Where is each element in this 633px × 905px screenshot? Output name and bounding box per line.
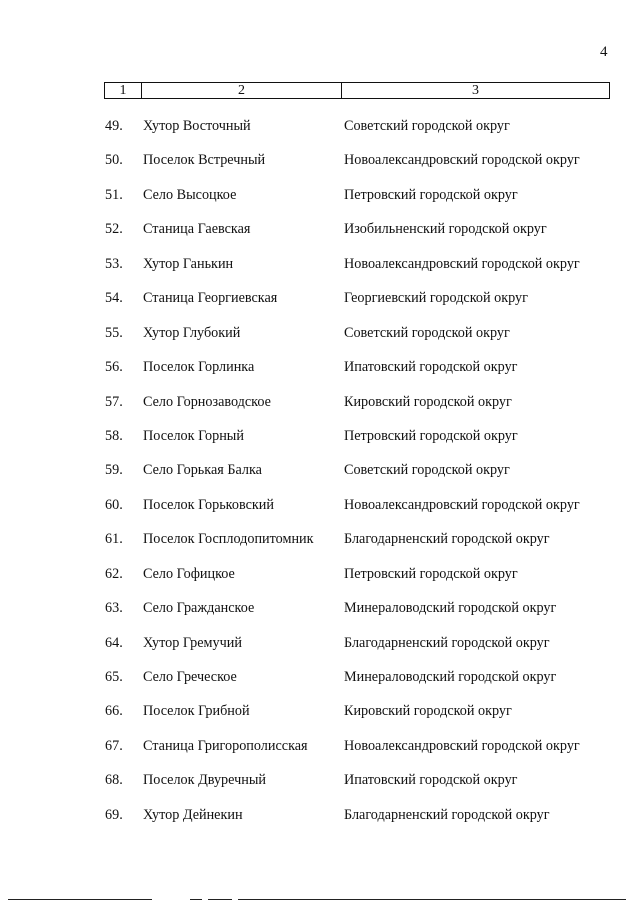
table-row (0, 426, 633, 460)
settlement-name: Село Гофицкое (143, 565, 235, 582)
settlement-name: Поселок Грибной (143, 703, 250, 720)
district-name: Кировский городской округ (344, 703, 512, 720)
table-row (0, 150, 633, 184)
district-name: Советский городской округ (344, 118, 510, 134)
settlement-name: Поселок Горлинка (143, 359, 255, 376)
settlement-list (0, 116, 633, 839)
table-row (0, 529, 633, 563)
settlement-name: Станица Григорополисская (143, 737, 308, 754)
row-number: 69. (105, 806, 123, 823)
settlement-name: Поселок Встречный (143, 152, 266, 169)
district-name: Петровский городской округ (344, 186, 518, 203)
table-row (0, 805, 633, 839)
district-name: Новоалександровский городской округ (344, 737, 580, 754)
settlement-name: Поселок Двуречный (143, 772, 266, 789)
district-name: Кировский городской округ (344, 393, 512, 410)
table-row (0, 288, 633, 322)
page-number: 4 (600, 44, 608, 60)
table-row (0, 323, 633, 357)
table-row (0, 460, 633, 494)
row-number: 61. (105, 531, 123, 548)
footer-rule (208, 899, 232, 900)
district-name: Изобильненский городской округ (344, 221, 547, 238)
row-number: 59. (105, 462, 123, 479)
footer-rule (8, 899, 152, 900)
table-row (0, 392, 633, 426)
row-number: 67. (105, 737, 123, 754)
district-name: Ипатовский городской округ (344, 772, 518, 789)
settlement-name: Поселок Госплодопитомник (143, 531, 314, 548)
settlement-name: Село Греческое (143, 669, 237, 685)
settlement-name: Станица Гаевская (143, 221, 251, 238)
row-number: 64. (105, 634, 123, 651)
district-name: Благодарненский городской округ (344, 806, 550, 823)
settlement-name: Село Высоцкое (143, 186, 237, 203)
footer-rule (238, 899, 626, 900)
district-name: Петровский городской округ (344, 427, 518, 444)
row-number: 55. (105, 324, 123, 341)
table-row (0, 357, 633, 391)
settlement-name: Хутор Ганькин (143, 255, 234, 272)
settlement-name: Поселок Горьковский (143, 496, 274, 513)
table-row (0, 701, 633, 735)
district-name: Новоалександровский городской округ (344, 496, 580, 513)
table-row (0, 736, 633, 770)
district-name: Советский городской округ (344, 462, 510, 479)
district-name: Советский городской округ (344, 324, 510, 341)
header-col-3: 3 (472, 83, 479, 98)
row-number: 65. (105, 669, 123, 685)
district-name: Новоалександровский городской округ (344, 255, 580, 272)
district-name: Ипатовский городской округ (344, 359, 518, 376)
row-number: 54. (105, 290, 123, 307)
row-number: 49. (105, 118, 123, 134)
table-row (0, 495, 633, 529)
settlement-name: Поселок Горный (143, 427, 244, 444)
settlement-name: Село Горнозаводское (143, 393, 271, 410)
row-number: 50. (105, 152, 123, 169)
settlement-name: Хутор Дейнекин (143, 806, 243, 823)
district-name: Петровский городской округ (344, 565, 518, 582)
table-row (0, 667, 633, 701)
settlement-name: Хутор Восточный (143, 118, 251, 134)
settlement-name: Село Гражданское (143, 600, 255, 617)
district-name: Минераловодский городской округ (344, 669, 557, 685)
row-number: 52. (105, 221, 123, 238)
row-number: 51. (105, 186, 123, 203)
row-number: 57. (105, 393, 123, 410)
row-number: 56. (105, 359, 123, 376)
row-number: 53. (105, 255, 123, 272)
settlement-name: Станица Георгиевская (143, 290, 278, 307)
table-row (0, 598, 633, 632)
table-row (0, 219, 633, 253)
table-row (0, 633, 633, 667)
district-name: Минераловодский городской округ (344, 600, 557, 617)
district-name: Георгиевский городской округ (344, 290, 528, 307)
row-number: 68. (105, 772, 123, 789)
table-header (104, 82, 610, 99)
table-row (0, 185, 633, 219)
table-row (0, 770, 633, 804)
district-name: Благодарненский городской округ (344, 634, 550, 651)
row-number: 60. (105, 496, 123, 513)
district-name: Новоалександровский городской округ (344, 152, 580, 169)
header-col-2: 2 (142, 83, 342, 98)
row-number: 66. (105, 703, 123, 720)
settlement-name: Хутор Гремучий (143, 634, 242, 651)
district-name: Благодарненский городской округ (344, 531, 550, 548)
settlement-name: Хутор Глубокий (143, 324, 241, 341)
table-row (0, 564, 633, 598)
header-col-1: 1 (105, 83, 142, 98)
settlement-name: Село Горькая Балка (143, 462, 262, 479)
footer-rule (190, 899, 202, 900)
table-row (0, 116, 633, 150)
row-number: 62. (105, 565, 123, 582)
row-number: 58. (105, 427, 123, 444)
table-row (0, 254, 633, 288)
row-number: 63. (105, 600, 123, 617)
